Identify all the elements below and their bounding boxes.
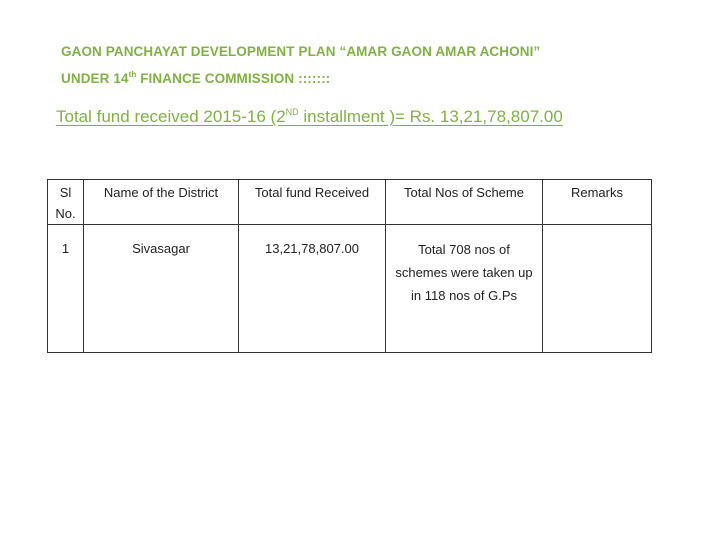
cell-fund: 13,21,78,807.00 (239, 225, 386, 353)
fund-sup: ND (285, 107, 299, 117)
table-header-row (48, 180, 652, 225)
header-sl-no: Sl No. (48, 180, 84, 225)
document-title (61, 40, 540, 90)
fund-suffix: installment )= Rs. 13,21,78,807.00 (298, 107, 563, 126)
title-line-2-sup: th (128, 70, 137, 79)
title-line-2-prefix: UNDER 14 (61, 71, 129, 86)
title-line-1: GAON PANCHAYAT DEVELOPMENT PLAN “AMAR GAON AMAR ACHONI” (61, 44, 541, 59)
cell-sl-no: 1 (48, 225, 84, 353)
header-schemes: Total Nos of Scheme (386, 180, 543, 225)
title-line-2 (61, 63, 540, 90)
cell-schemes: Total 708 nos of schemes were taken up in 118 nos of G.Ps (386, 225, 543, 353)
header-remarks: Remarks (543, 180, 652, 225)
cell-district: Sivasagar (84, 225, 239, 353)
header-fund: Total fund Received (239, 180, 386, 225)
total-fund-line (56, 107, 563, 127)
cell-remarks (543, 225, 652, 353)
fund-prefix: Total fund received 2015-16 (2 (56, 107, 286, 126)
header-district: Name of the District (84, 180, 239, 225)
table-row (48, 225, 652, 353)
title-line-2-suffix: FINANCE COMMISSION ::::::: (136, 71, 331, 86)
scheme-table (47, 179, 652, 353)
